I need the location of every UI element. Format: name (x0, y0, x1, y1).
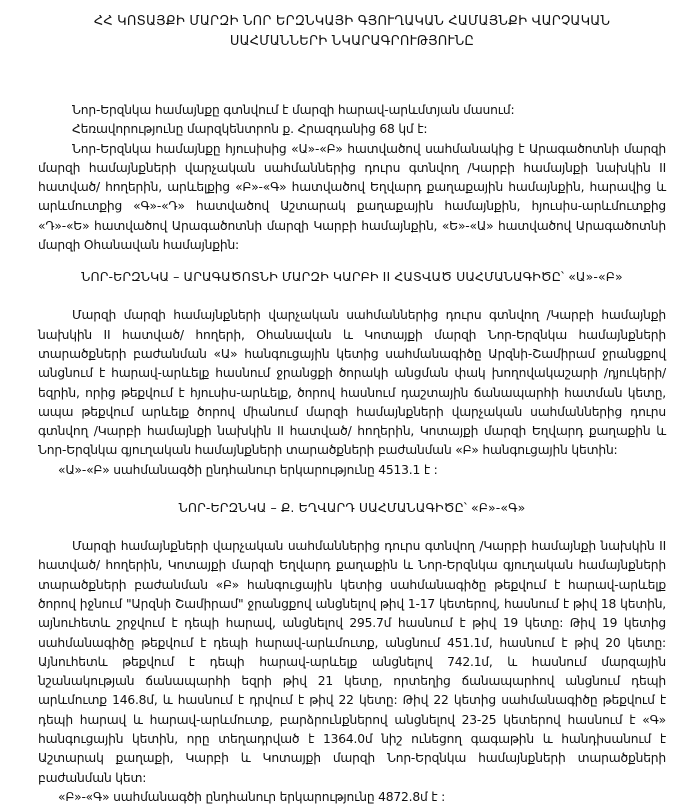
section-heading-a-b: ՆՈՐ-ԵՐԶՆԿԱ – ԱՐԱԳԱԾՈՏՆԻ ՄԱՐԶԻ ԿԱՐԲԻ II ՀԱՏՎԱԾ ՍԱՀՄԱՆԱԳԻԾԸ՝ «Ա»-«Բ» (81, 269, 623, 285)
section-body-a-b: Մարզի մարզի համայնքների վարչական սահմաններից դուրս գտնվող /Կարբի համայնքի նախկին II հատված/ հողերի, Օհանավան և Կոտայքի մարզի Նոր-Երզնկա համայնքների տարածքների բաժանման «Ա» հանգուցային կետից սահմանագիծը Արզնի-Շամիրամ ջրանցքով անցնում է հարավ-արևելք հասնում ջրանցքի ծորակի անցման փակ խողովակաշարի /դյուկերի/ եզրին, որից թեքվում է հյուսիս-արևելք, ծորով հասնում դաշտային ճանապարհի հատման կետը, ապա թեքվում արևելք ծորով միանում մարզի համայնքների վարչական սահմաններից դուրս գտնվող /Կարբի համայնքի նախկին II հատված/ հողերին, Կոտայքի մարզի Եղվարդ քաղաքին և Նոր-Երզնկա գյուղական համայնքների տարածքների բաժանման «Բ» հանգուցային կետին: (38, 308, 666, 458)
intro-distance: Հեռավորությունը մարզկենտրոն ք. Հրազդանից 68 կմ է: (72, 122, 428, 137)
section-total-a-b: «Ա»-«Բ» սահմանագծի ընդհանուր երկարությունը 4513.1 է : (58, 462, 438, 477)
section-body-b-g: Մարզի համայնքների վարչական սահմաններից դուրս գտնվող /Կարբի համայնքի նախկին II հատված/ հողերին, Կոտայքի մարզի Եղվարդ քաղաքին և Նոր-Երզնկա գյուղական համայնքների տարածքների բաժանման «Բ» հանգուցային կետից սահմանագիծը թեքվում է հարավ-արևելք ծորով իջնում "Արզնի Շամիրամ" ջրանցքով անցնելով թիվ 1-17 կետերով, հասնում է թիվ 18 կետին, այնուհետև շրջվում է դեպի հարավ, անցնելով 295.7մ հասնում է թիվ 19 կետը: Թիվ 19 կետից սահմանագիծը թեքվում է դեպի հարավ-արևմուտք, անցնում 451.1մ, հասնում է թիվ 20 կետը: Այնուհետև թեքվում է դեպի հարավ-արևելք անցնելով 742.1մ, և հասնում մարզային նշանակության ճանապարհի եզրի թիվ 21 կետը, որտեղից ճանապարհով անցնում դեպի արևմուտք 146.8մ, և հասնում է դրվում է թիվ 22 կետը: Թիվ 22 կետից սահմանագիծը թեքվում է դեպի հարավ և հարավ-արևմուտք, բարձրունքներով անցնելով 23-25 կետերով հասնում է «Գ» հանգուցային կետին, որը տեղադրված է 1364.0մ նիշ ունեցող գագաթին և հանդիսանում է Աշտարակ քաղաքի, Կարբի և Կոտայքի մարզի Նոր-Երզնկա համայնքների տարածքների բաժանման կետ: (38, 539, 666, 785)
document-page (38, 0, 666, 807)
section-total-b-g: «Բ»-«Գ» սահմանագծի ընդհանուր երկարությունը 4872.8մ է : (58, 789, 446, 804)
section-heading-b-g: ՆՈՐ-ԵՐԶՆԿԱ – Ք. ԵՂՎԱՐԴ ՍԱՀՄԱՆԱԳԻԾԸ՝ «Բ»-«Գ» (178, 500, 526, 516)
intro-location: Նոր-Երզնկա համայնքը գտնվում է մարզի հարավ-արևմտյան մասում: (72, 103, 515, 117)
overview-paragraph: Նոր-Երզնկա համայնքը հյուսիսից «Ա»-«Բ» հատվածով սահմանակից է Արագածոտնի մարզի մարզի համայնքների վարչական սահմաններից դուրս գտնվող /Կարբի համայնքի նախկին II հատված/ հողերին, արևելքից «Բ»-«Գ» հատվածով Եղվարդ քաղաքային համայնքին, հարավից և արևմուտքից «Գ»-«Դ» հատվածով Աշտարակ քաղաքային համայնքին, հյուսիս-արևմուտքից «Դ»-«Ե» հատվածով Արագածոտնի մարզի Կարբի համայնքին, «Ե»-«Ա» հատվածով Արագածոտնի մարզի Օհանավան համայնքին: (38, 141, 666, 253)
document-title: ՀՀ ԿՈՏԱՅՔԻ ՄԱՐԶԻ ՆՈՐ ԵՐԶՆԿԱՅԻ ԳՅՈՒՂԱԿԱՆ ՀԱՄԱՅՆՔԻ ՎԱՐՉԱԿԱՆ ՍԱՀՄԱՆՆԵՐԻ ՆԿԱՐԱԳՐՈՒԹՅՈՒՆԸ (93, 14, 611, 49)
